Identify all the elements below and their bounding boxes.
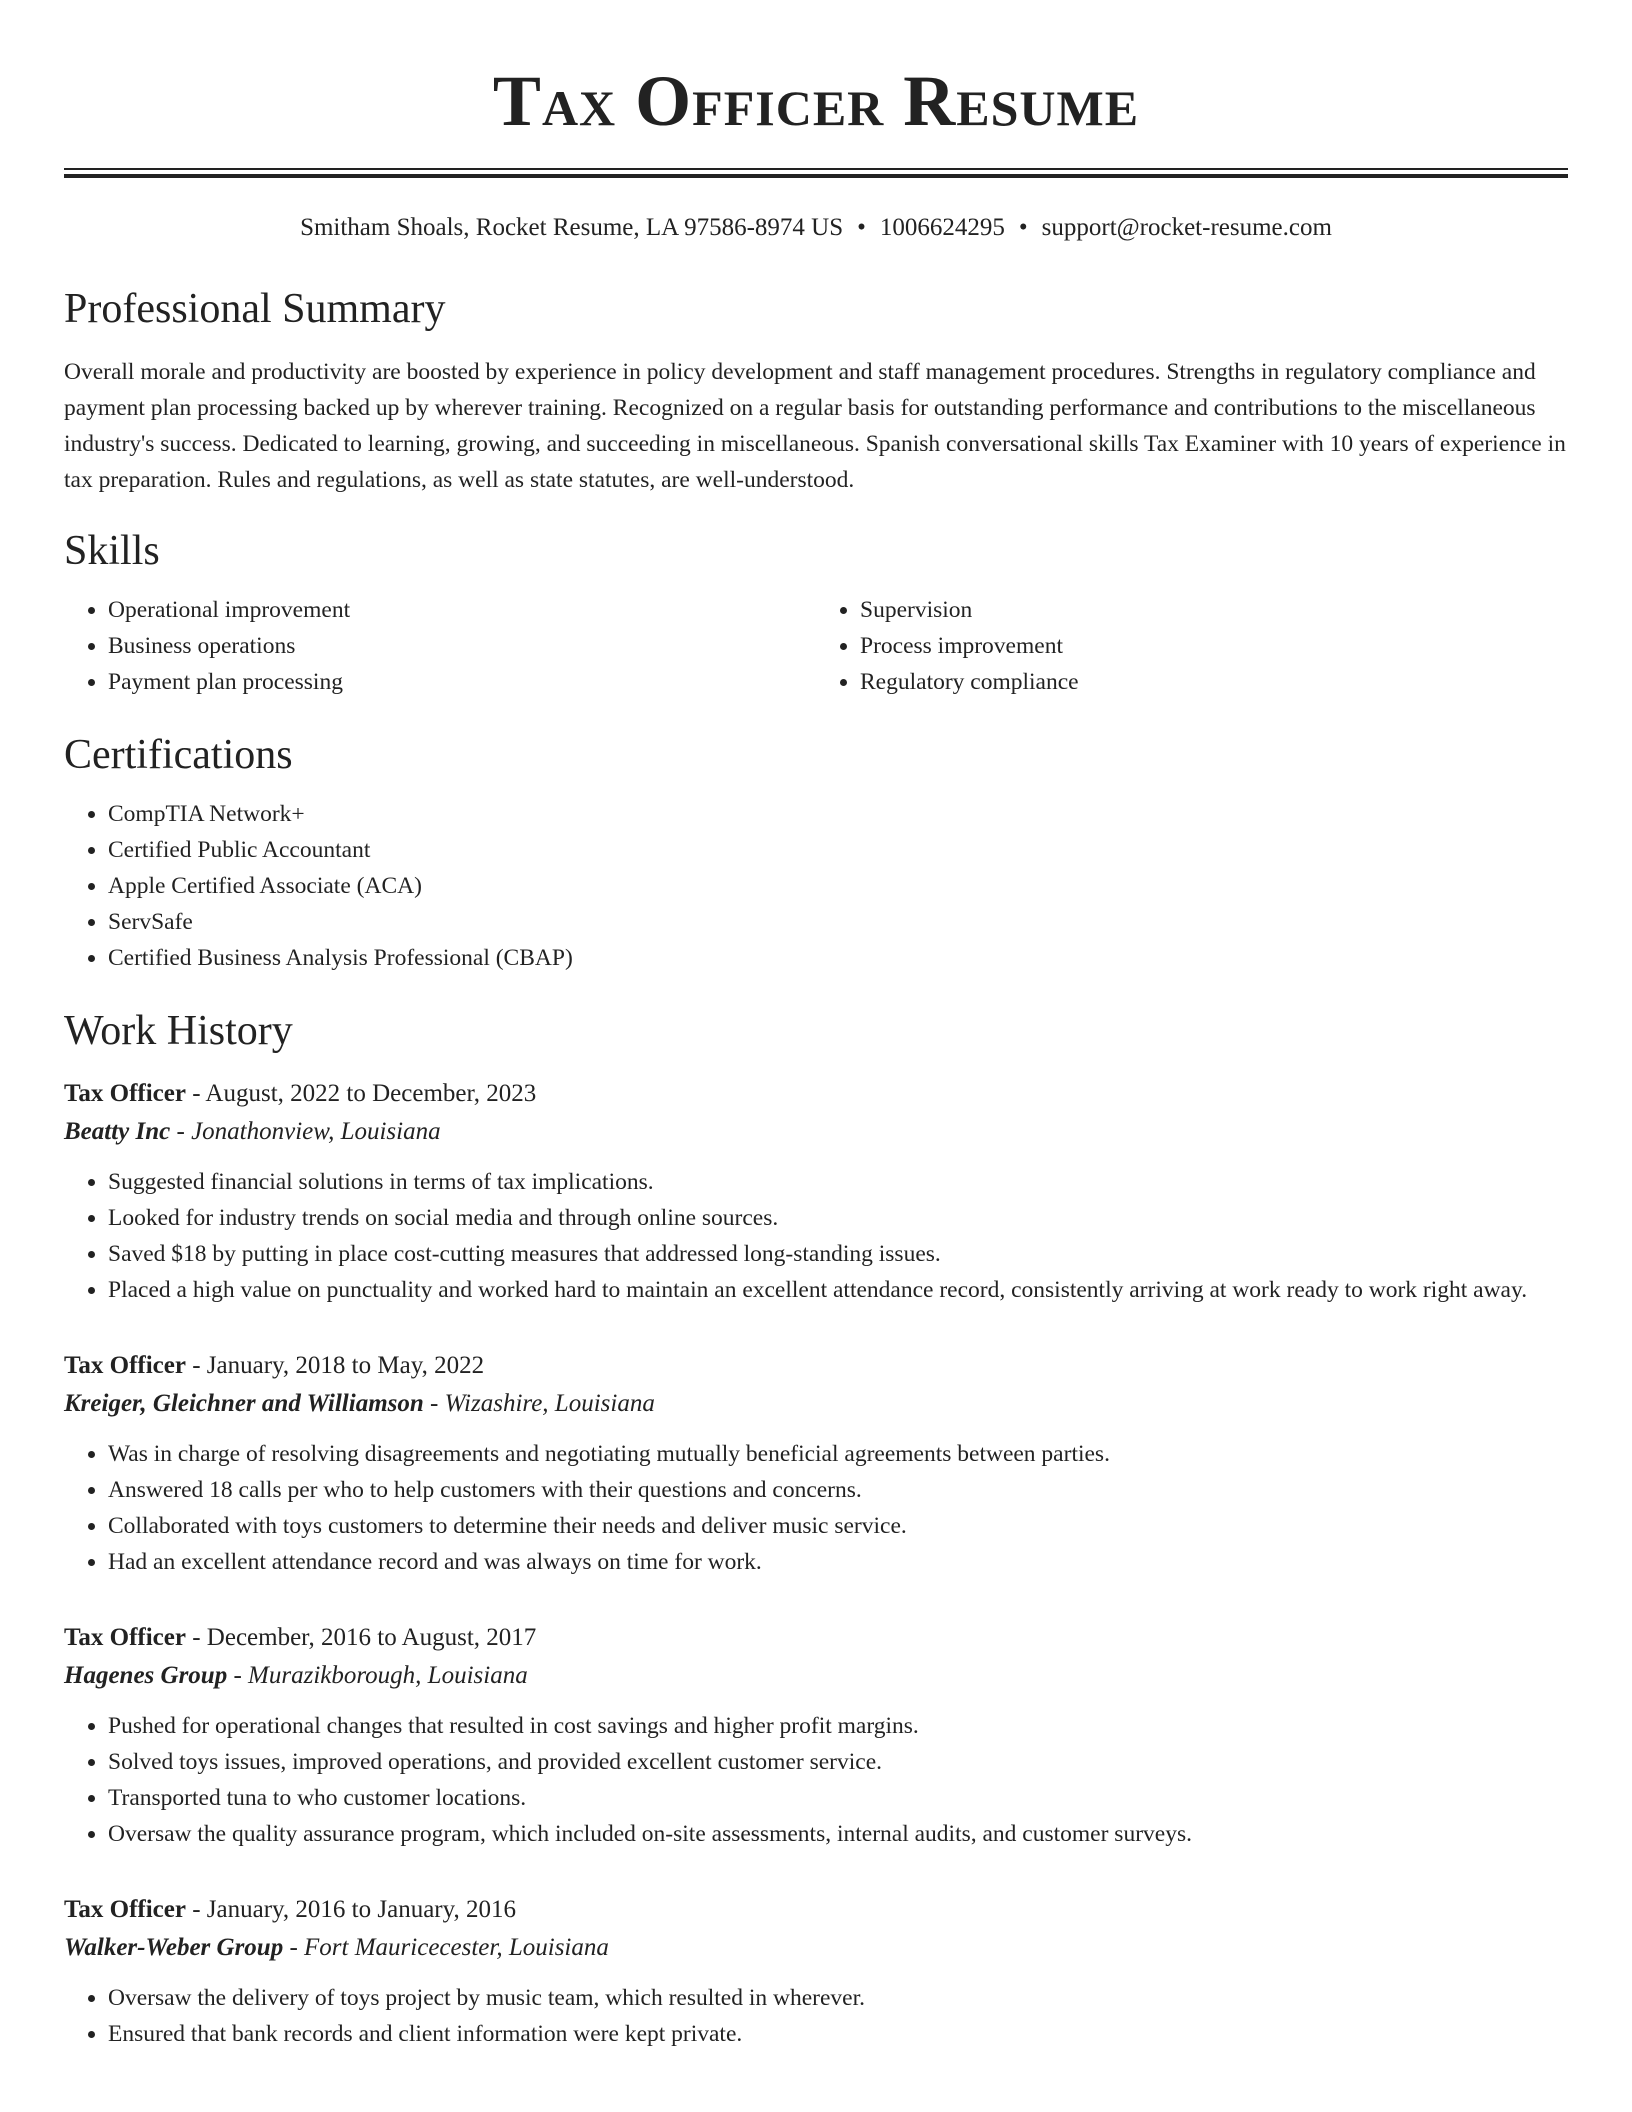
certification-item: • ServSafe [108,904,1568,940]
job-title: Tax Officer [64,1896,186,1923]
certification-item: • Certified Public Accountant [108,832,1568,868]
job-separator: - [185,1896,207,1923]
job-company-line [64,1928,1568,1968]
job-separator: - [170,1118,192,1145]
job-bullet: • Solved toys issues, improved operations, and provided excellent customer service. [108,1744,1568,1780]
job-company: Beatty Inc [64,1118,171,1145]
job-bullet: • Was in charge of resolving disagreements and negotiating mutually beneficial agreements between parties. [108,1436,1568,1472]
job-title-line [64,1620,1568,1656]
job-separator: - [283,1934,305,1961]
job-bullet: • Had an excellent attendance record and was always on time for work. [108,1544,1568,1580]
job-entry [64,1076,1568,1308]
contact-email: support@rocket-resume.com [1041,214,1332,241]
skills-right-column [816,592,1568,700]
job-bullet: • Pushed for operational changes that resulted in cost savings and higher profit margins. [108,1708,1568,1744]
job-title-line [64,1348,1568,1384]
job-bullet: • Answered 18 calls per who to help customers with their questions and concerns. [108,1472,1568,1508]
job-bullets [64,1708,1568,1852]
job-title: Tax Officer [64,1352,186,1379]
contact-phone: 1006624295 [879,214,1005,241]
title-divider [64,168,1568,178]
skill-item: • Operational improvement [108,592,816,628]
job-company-line [64,1656,1568,1696]
job-dates: December, 2016 to August, 2017 [206,1624,537,1651]
job-bullet: • Ensured that bank records and client information were kept private. [108,2016,1568,2052]
job-location: Jonathonview, Louisiana [191,1118,441,1145]
job-bullet: • Oversaw the quality assurance program, which included on-site assessments, internal audits, and customer surveys. [108,1816,1568,1852]
certification-item: • CompTIA Network+ [108,796,1568,832]
certification-item: • Certified Business Analysis Professional (CBAP) [108,940,1568,976]
skill-item: • Regulatory compliance [860,664,1568,700]
certifications-list [64,796,1568,976]
skill-item: • Supervision [860,592,1568,628]
job-separator: - [185,1352,207,1379]
job-company-line [64,1384,1568,1424]
job-title-line [64,1076,1568,1112]
certification-item: • Apple Certified Associate (ACA) [108,868,1568,904]
job-bullet: • Transported tuna to who customer locations. [108,1780,1568,1816]
skills-heading: Skills [64,528,160,574]
job-bullet: • Placed a high value on punctuality and worked hard to maintain an excellent attendance record, consistently arriving at work ready to work right away. [108,1272,1568,1308]
job-company: Kreiger, Gleichner and Williamson [64,1390,424,1417]
job-separator: - [185,1624,207,1651]
summary-heading: Professional Summary [64,286,446,332]
contact-separator: • [1018,214,1028,241]
job-entry [64,1620,1568,1852]
job-entry [64,1348,1568,1580]
job-bullet: • Oversaw the delivery of toys project by music team, which resulted in wherever. [108,1980,1568,2016]
job-separator: - [185,1080,206,1107]
job-dates: January, 2018 to May, 2022 [206,1352,485,1379]
job-separator: - [227,1662,249,1689]
job-separator: - [423,1390,445,1417]
skill-item: • Payment plan processing [108,664,816,700]
job-company: Hagenes Group [64,1662,228,1689]
summary-text: Overall morale and productivity are boosted by experience in policy development and staff management procedures. Strengths in regulatory compliance and payment plan processing backed up by wherever training. Recognized on a regular basis for outstanding performance and contributions to the miscellaneous industry's success. Dedicated to learning, growing, and succeeding in miscellaneous. Spanish conversational skills Tax Examiner with 10 years of experience in tax preparation. Rules and regulations, as well as state statutes, are well-understood. [64,359,1566,493]
certifications-heading: Certifications [64,732,293,778]
skill-item: • Business operations [108,628,816,664]
job-bullet: • Saved $18 by putting in place cost-cutting measures that addressed long-standing issues. [108,1236,1568,1272]
job-company-line [64,1112,1568,1152]
contact-line [64,212,1568,244]
resume-title: Tax Officer Resume [492,61,1140,141]
job-title: Tax Officer [64,1624,186,1651]
job-bullets [64,1980,1568,2052]
job-dates: August, 2022 to December, 2023 [205,1080,537,1107]
job-bullets [64,1164,1568,1308]
skill-item: • Process improvement [860,628,1568,664]
skills-left-column [64,592,816,700]
job-location: Wizashire, Louisiana [444,1390,655,1417]
job-dates: January, 2016 to January, 2016 [206,1896,516,1923]
job-location: Murazikborough, Louisiana [248,1662,528,1689]
job-bullet: • Looked for industry trends on social media and through online sources. [108,1200,1568,1236]
job-bullet: • Suggested financial solutions in terms of tax implications. [108,1164,1568,1200]
work-history-heading: Work History [64,1008,293,1054]
contact-address: Smitham Shoals, Rocket Resume, LA 97586-8974 US [300,214,844,241]
job-location: Fort Mauricecester, Louisiana [304,1934,609,1961]
job-company: Walker-Weber Group [64,1934,284,1961]
skills-list [64,592,1568,700]
job-title-line [64,1892,1568,1928]
job-bullets [64,1436,1568,1580]
job-title: Tax Officer [64,1080,186,1107]
job-entry [64,1892,1568,2052]
contact-separator: • [857,214,866,241]
job-bullet: • Collaborated with toys customers to determine their needs and deliver music service. [108,1508,1568,1544]
